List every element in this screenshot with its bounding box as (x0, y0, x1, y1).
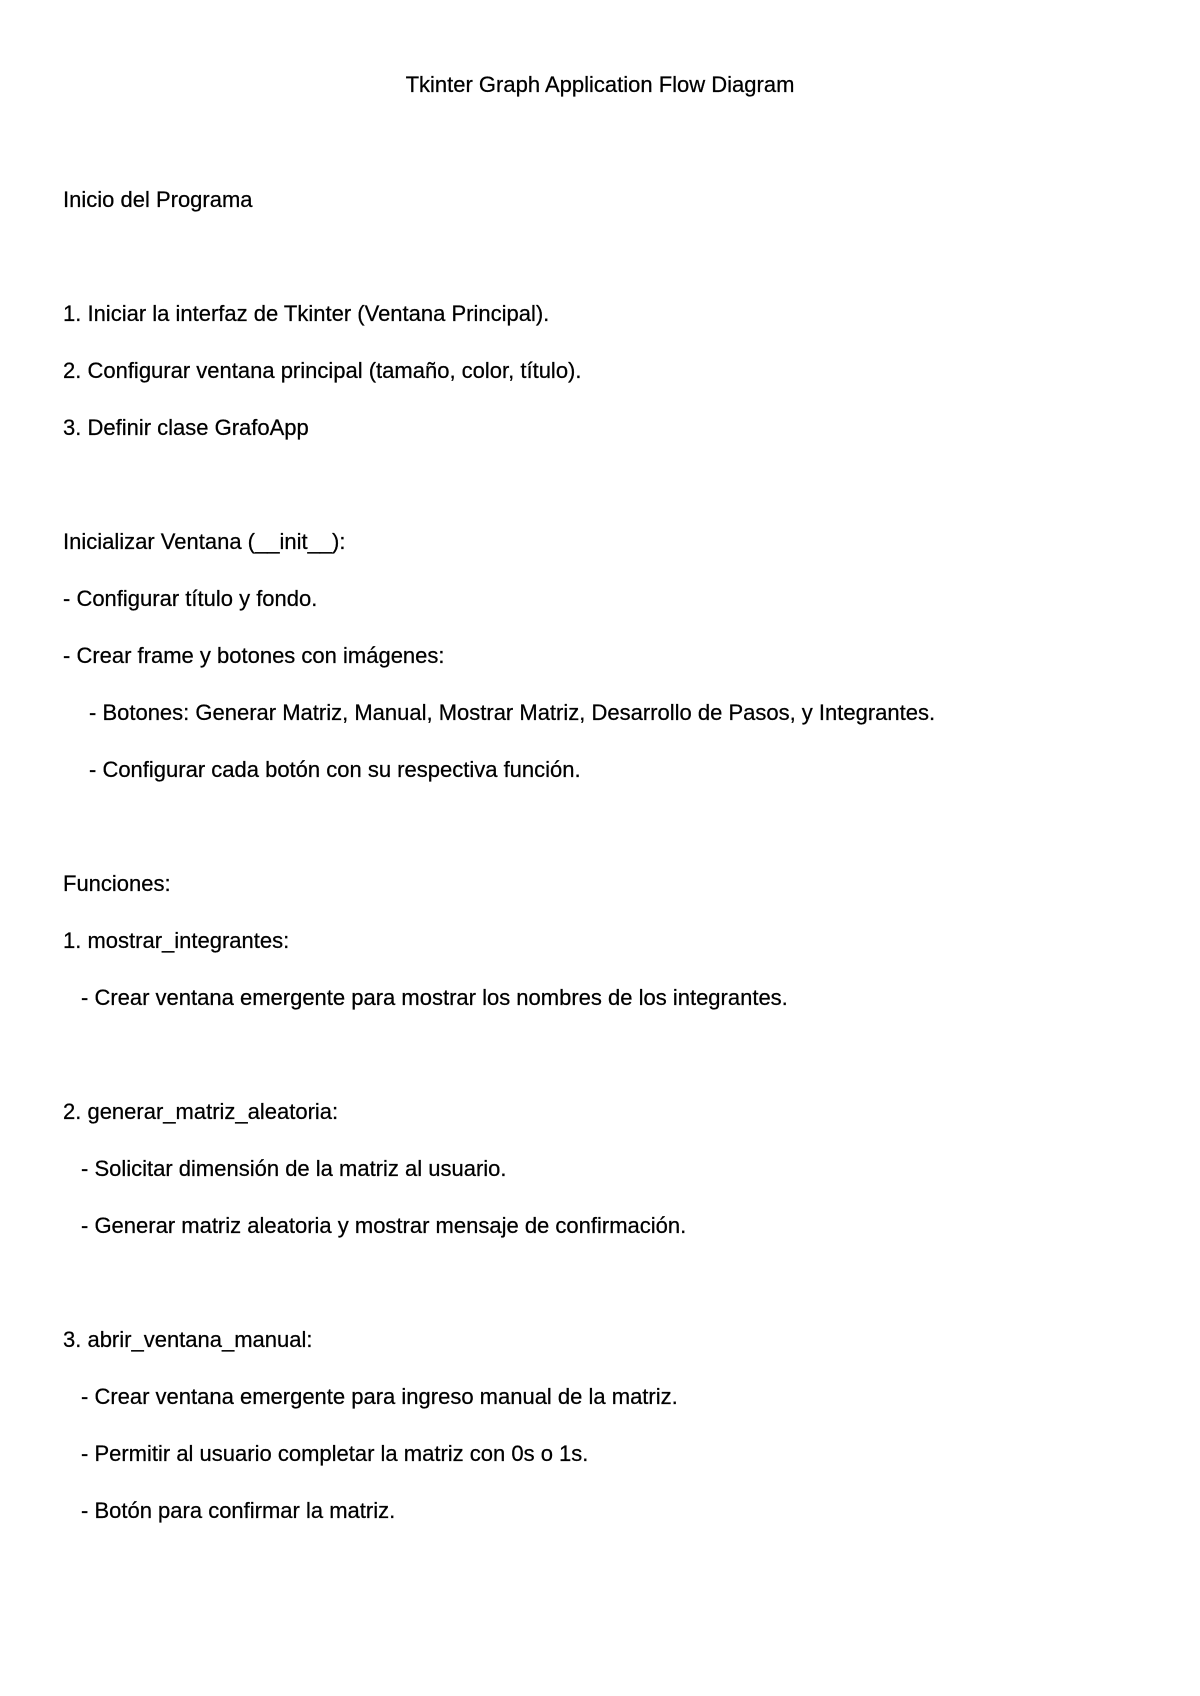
bullet-line: - Crear frame y botones con imágenes: (63, 643, 445, 668)
sub-bullet-line: - Permitir al usuario completar la matriz con 0s o 1s. (81, 1441, 589, 1466)
sub-bullet-line: - Botón para confirmar la matriz. (81, 1498, 396, 1523)
section-heading-inicio: Inicio del Programa (63, 187, 253, 212)
section-heading-funciones: Funciones: (63, 871, 171, 896)
function-heading: 3. abrir_ventana_manual: (63, 1327, 313, 1352)
step-line: 1. Iniciar la interfaz de Tkinter (Ventana Principal). (63, 301, 550, 326)
sub-bullet-line: - Generar matriz aleatoria y mostrar mensaje de confirmación. (81, 1213, 687, 1238)
function-heading: 2. generar_matriz_aleatoria: (63, 1099, 339, 1124)
document-title: Tkinter Graph Application Flow Diagram (405, 72, 795, 97)
function-heading: 1. mostrar_integrantes: (63, 928, 290, 953)
sub-bullet-line: - Configurar cada botón con su respectiva función. (89, 757, 581, 782)
sub-bullet-line: - Crear ventana emergente para mostrar los nombres de los integrantes. (81, 985, 788, 1010)
step-line: 3. Definir clase GrafoApp (63, 415, 309, 440)
bullet-line: - Configurar título y fondo. (63, 586, 318, 611)
sub-bullet-line: - Solicitar dimensión de la matriz al usuario. (81, 1156, 507, 1181)
sub-bullet-line: - Crear ventana emergente para ingreso manual de la matriz. (81, 1384, 678, 1409)
sub-bullet-line: - Botones: Generar Matriz, Manual, Mostrar Matriz, Desarrollo de Pasos, y Integrantes. (89, 700, 936, 725)
section-heading-init: Inicializar Ventana (__init__): (63, 529, 346, 554)
step-line: 2. Configurar ventana principal (tamaño, color, título). (63, 358, 582, 383)
